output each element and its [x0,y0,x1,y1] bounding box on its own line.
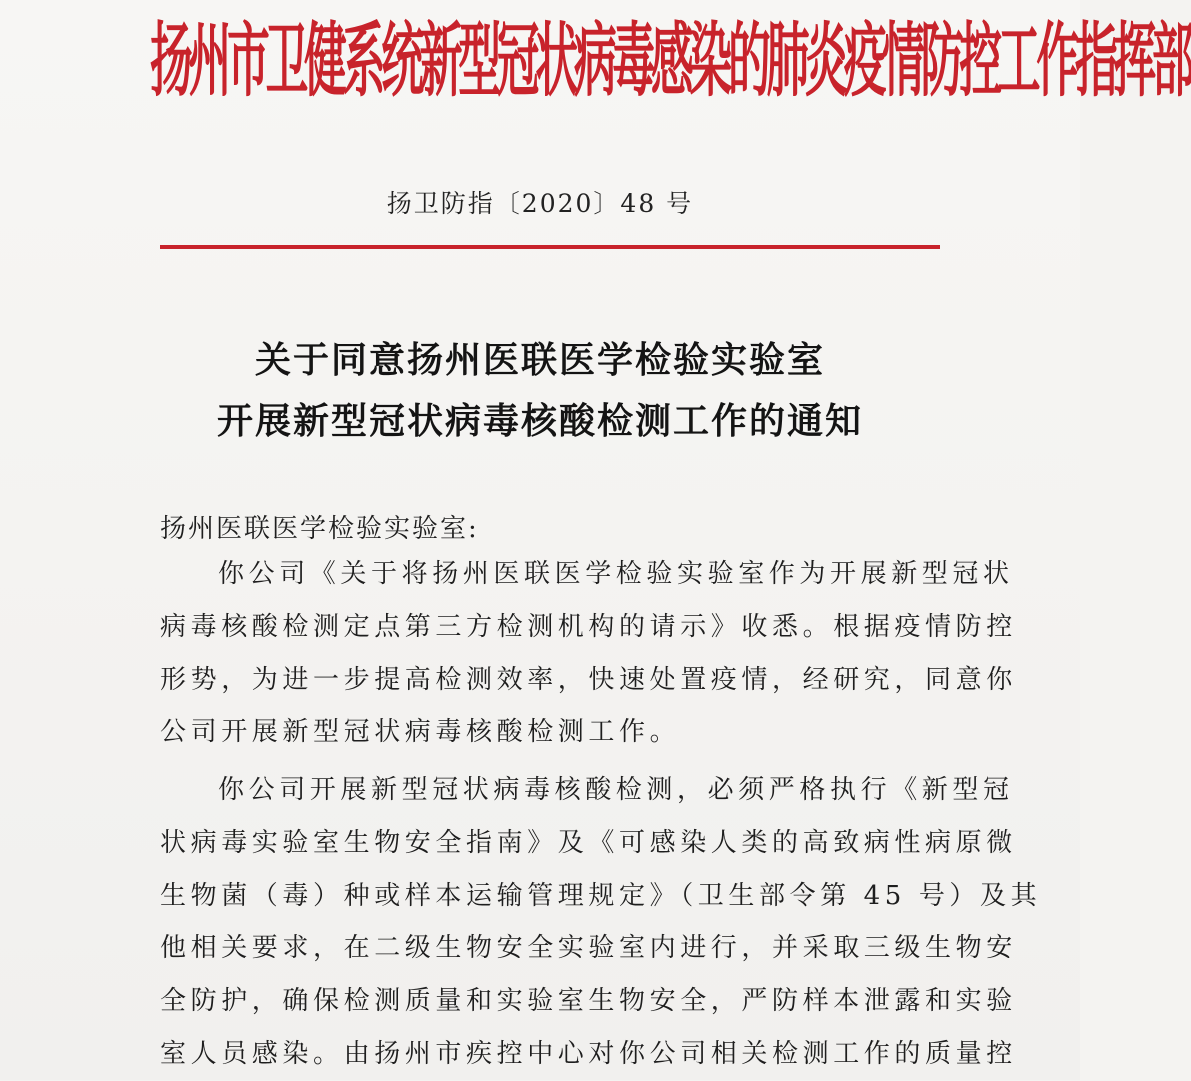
paragraph-2-line: 状病毒实验室生物安全指南》及《可感染人类的高致病性病原微 [160,827,1017,858]
paragraph-2-line: 生物菌（毒）种或样本运输管理规定》（卫生部令第 45 号）及其 [160,880,1042,911]
paragraph-2-line: 室人员感染。由扬州市疾控中心对你公司相关检测工作的质量控 [160,1038,1017,1069]
red-divider-line [160,245,940,249]
paragraph-1-line: 形势，为进一步提高检测效率，快速处置疫情，经研究，同意你 [160,664,1017,695]
document-number: 扬卫防指〔2020〕48 号 [386,189,694,218]
paragraph-2-line: 全防护，确保检测质量和实验室生物安全，严防样本泄露和实验 [160,986,1017,1017]
paragraph-1 [160,548,1017,759]
paragraph-1-line: 你公司《关于将扬州医联医学检验实验室作为开展新型冠状 [218,559,1014,589]
paragraph-1-line: 病毒核酸检测定点第三方检测机构的请示》收悉。根据疫情防控 [160,611,1017,642]
document-title-line-1: 关于同意扬州医联医学检验实验室 [254,339,825,381]
paragraph-2-line: 你公司开展新型冠状病毒核酸检测，必须严格执行《新型冠 [218,775,1014,805]
document-title-line-2: 开展新型冠状病毒核酸检测工作的通知 [216,400,863,442]
paragraph-1-line: 公司开展新型冠状病毒核酸检测工作。 [160,717,681,748]
red-header-organization: 扬州市卫健系统新型冠状病毒感染的肺炎疫情防控工作指挥部 [150,13,1191,109]
paragraph-2 [160,764,1042,1081]
paragraph-2-line: 他相关要求，在二级生物安全实验室内进行，并采取三级生物安 [160,933,1017,964]
salutation: 扬州医联医学检验实验室: [160,514,479,544]
